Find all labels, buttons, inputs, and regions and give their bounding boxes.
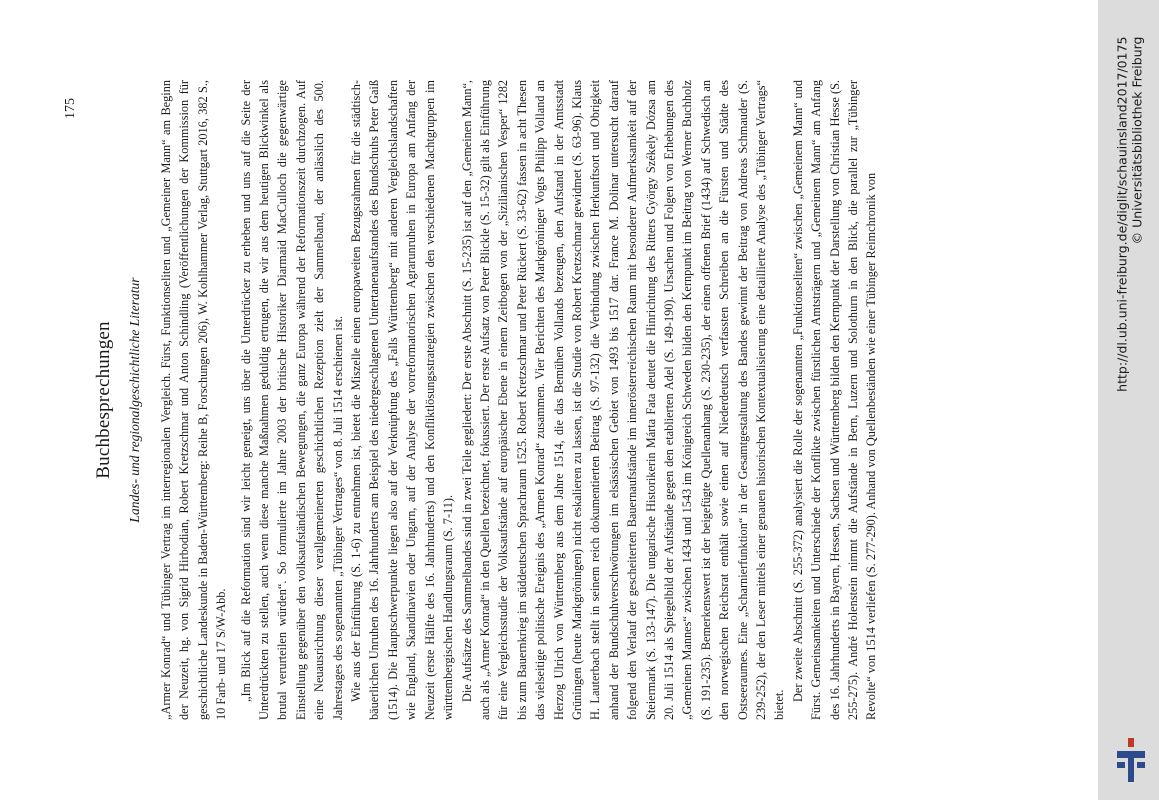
review-bibliography: „Armer Konrad“ und Tübinger Vertrag im interregionalen Vergleich. Fürst, Funktionseliten und „Gemeiner Mann“ am Beginn der Neuzeit, hg. von Sigrid Hirbodian, Robert Kretzschmar und Anton Schindling (Veröffentlichungen der Kommission für geschichtliche Landeskunde in Baden-Württemberg: Reihe B, Forschungen 206), W. Kohlhammer Verlag, Stuttgart 2016, 382 S., 10 Farb- und 17 S/W-Abb. <box>159 80 229 720</box>
page-number: 175 <box>63 98 78 119</box>
library-sidebar <box>1098 0 1159 800</box>
text-body <box>89 80 881 720</box>
body-paragraph: Die Aufsätze des Sammelbandes sind in zwei Teile gegliedert: Der erste Abschnitt (S. 15-235) ist auf den „Gemeinen Mann“, auch als „Armer Konrad“ in den Quellen bezeichnet, fokussiert. Der erste Aufsatz von Peter Blickle (S. 15-32) gilt als Einführung für eine Vergleichsstudie der Volksaufstände auf europäischer Ebene in einem Zeitbogen von der „Sizilianischen Vesper“ 1282 bis zum Bauernkrieg im süddeutschen Sprachraum 1525. Robert Kretzschmar und Peter Rückert (S. 33-62) fassen in acht Thesen das vielseitige politische Ereignis des „Armen Konrad“ zusammen. Vier Berichten des Markgröninger Vogts Philipp Volland an Herzog Ulrich von Württemberg aus dem Jahre 1514, die das Bemühen Vollands bezeugen, den Aufstand in der Amtsstadt Grüningen (heute Markgröningen) nicht eskalieren zu lassen, ist die Studie von Robert Kretzschmar gewidmet (S. 63-96). Klaus H. Lauterbach stellt in seinem reich dokumentierten Beitrag (S. 97-132) die Verbindung zwischen Herkunftsort und Obrigkeit anhand der Bundschuhverschwörungen im elsässischen Gebiet von 1493 bis 1517 dar. France M. Dolinar untersucht darauf folgend den Verlauf der gescheiterten Bauernaufstände im innerösterreichischen Raum mit besonderer Aufmerksamkeit auf der Steiermark (S. 133-147). Die ungarische Historikerin Márta Fata deutet die Hinrichtung des Ritters György Székely Dózsa am 20. Juli 1514 als Spiegelbild der Aufstände gegen den etablierten Adel (S. 149-190). Ursachen und Folgen von Erhebungen des „Gemeinen Mannes“ zwischen 1434 und 1543 im Königreich Schweden bilden den Kernpunkt im Beitrag von Werner Buchholz (S. 191-235). Bemerkenswert ist der beigefügte Quellenanhang (S. 230-235), der einen offenen Brief (1434) auf Schwedisch an den norwegischen Reichsrat enthält sowie einen auf Niederdeutsch verfassten Schreiben an die Fürsten und Städte des Ostseeraumes. Eine „Scharnierfunktion“ in der Gesamtgestaltung des Bandes gewinnt der Beitrag von Andreas Schmauder (S. 239-252), der den Leser mittels einer genauen historischen Kontextualisierung eine detaillierte Analyse des „Tübinger Vertrags“ bietet. <box>459 80 787 720</box>
page-header: Buchbesprechungen <box>93 321 114 479</box>
sidebar-text <box>1098 1 1159 801</box>
source-url-link[interactable]: http://dl.ub.uni-freiburg.de/diglit/schauinsland2017/0175 <box>1113 36 1129 392</box>
section-subheader: Landes- und regionalgeschichtliche Literatur <box>127 277 142 523</box>
copyright-notice: © Universitätsbibliothek Freiburg <box>1128 36 1144 245</box>
body-paragraph: „Im Blick auf die Reformation sind wir leicht geneigt, uns über die Unterdrücker zu erheben und uns auf die Seite der Unterdrückten zu stellen, auch wenn diese manche Maßnahmen geduldig ertrugen, die wir aus dem heutigen Blickwinkel als brutal verurteilen würden“. So formulierte im Jahre 2003 der britische Historiker Diarmaid MacCulloch die gegenwärtige Einstellung gegenüber den volksaufständischen Bewegungen, die ganz Europa während der Reformationszeit durchzogen. Auf eine Neuausrichtung dieser verallgemeinerten geschichtlichen Rezeption zielt der Sammelband, der anlässlich des 500. Jahrestages des sogenannten „Tübinger Vertrages“ von 8. Juli 1514 erschienen ist. <box>238 80 345 720</box>
library-logo-icon <box>1114 736 1148 784</box>
body-paragraph: Der zweite Abschnitt (S. 255-372) analysiert die Rolle der sogenannten „Funktionseliten“ zwischen „Gemeinem Mann“ und Fürst. Gemeinsamkeiten und Unterschiede der Konflikte zwischen fürstlichen Amtsträgern und „Gemeinem Mann“ am Anfang des 16. Jahrhunderts in Bayern, Hessen, Sachsen und Württemberg bilden den Kernpunkt der Darstellung von Christian Hesse (S. 255-275). André Holenstein nimmt die Aufstände in Bern, Luzern und Solothurn in den Blick, die parallel zur „Tübinger Revolte“ von 1514 verliefen (S. 277-290). Anhand von Quellenbeständen wie einer Tübinger Reimchronik von <box>790 80 879 720</box>
body-paragraph: Wie aus der Einführung (S. 1-6) zu entnehmen ist, bietet die Miszelle einen europaweiten Bezugsrahmen für die städtisch-bäuerlichen Unruhen des 16. Jahrhunderts am Beispiel des niedergeschlagenen Untertanenaufstandes des Bundschuhs Peter Gaiß (1514). Die Hauptschwerpunkte liegen also auf der Verknüpfung des „Falls Württemberg“ mit anderen Vergleichslandschaften wie England, Skandinavien oder Ungarn, auf der Analyse der vorreformatorischen Agrarunruhen in Europa am Anfang der Neuzeit (erste Hälfte des 16. Jahrhunderts) und den Konfliktlösungsstrategien zwischen den verschiedenen Machtgruppen im württembergischen Handlungsraum (S. 7-11). <box>349 80 456 720</box>
rotated-page-content <box>49 70 1049 730</box>
